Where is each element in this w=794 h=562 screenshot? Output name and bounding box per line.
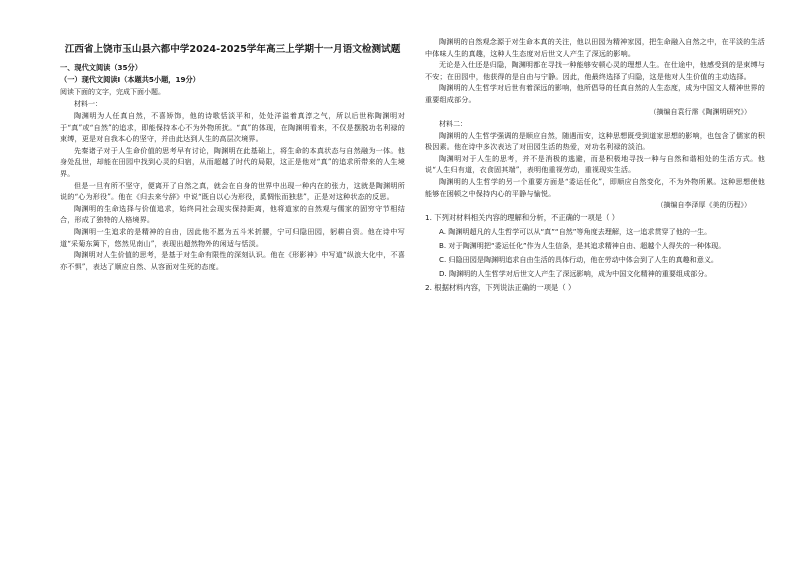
material-label: 材料一： — [74, 100, 102, 108]
paragraph: 但是一旦有所不坚守，便离开了自然之真，就会在自身的世界中出现一种内在的张力，这就是陶渊明所说的“心为形役”。他在《归去来兮辞》中说“既自以心为形役，奚惆怅而独悲”，正是对这种状态的反思。 — [60, 180, 405, 202]
paragraph: 陶渊明为人任真自然，不喜矫饰，他的诗歌恬淡平和，处处洋溢着真淳之气，所以后世称陶渊明对于“真”或“自然”的追求，即能保持本心不为外物所扰。“真”的体现，在陶渊明看来，不仅是摆脱功名利禄的束缚，更是对自我本心的坚守，并由此达到人生的高层次境界。 — [60, 111, 405, 144]
material-label: 材料二： — [439, 119, 467, 128]
left-column — [60, 30, 405, 272]
question-stem: 2. 根据材料内容，下列说法正确的一项是（ ） — [425, 283, 576, 293]
instruction-text: 阅读下面的文字，完成下面小题。 — [60, 88, 165, 96]
paragraph: 陶渊明的生命选择与价值追求，始终同社会现实保持距离，他将道家的自然观与儒家的固穷守节相结合，形成了独特的人格境界。 — [60, 203, 405, 225]
option-d[interactable]: D. 陶渊明的人生哲学对后世文人产生了深远影响，成为中国文化精神的重要组成部分。 — [439, 269, 712, 279]
paragraph: 陶渊明的人生哲学的另一个重要方面是“委运任化”，即顺应自然变化，不为外物所累。这种思想使他能够在困顿之中保持内心的平静与愉悦。 — [425, 176, 765, 198]
paragraph: 陶渊明一生追求的是精神的自由，因此他不愿为五斗米折腰，宁可归隐田园，躬耕自资。他在诗中写道“采菊东篱下，悠然见南山”，表现出超然物外的闲适与恬淡。 — [60, 226, 405, 248]
citation: （摘编自李泽厚《美的历程》） — [656, 201, 751, 210]
option-c[interactable]: C. 归隐田园是陶渊明追求自由生活的具体行动，他在劳动中体会到了人生的真趣和意义。 — [439, 255, 719, 265]
paragraph: 无论是入仕还是归隐，陶渊明都在寻找一种能够安顿心灵的理想人生。在仕途中，他感受到的是束缚与不安；在田园中，他获得的是自由与宁静。因此，他最终选择了归隐，这是他对人生价值的主动选择。 — [425, 60, 765, 81]
citation: （摘编自袁行霈《陶渊明研究》） — [649, 107, 751, 116]
option-a[interactable]: A. 陶渊明超凡的人生哲学可以从“真”“自然”等角度去理解，这一追求贯穿了他的一生。 — [439, 227, 712, 237]
section-heading: 一、现代文阅读（35分） — [60, 63, 142, 72]
page-title: 江西省上饶市玉山县六都中学2024-2025学年高三上学期十一月语文检测试题 — [64, 44, 401, 55]
paragraph: 先秦诸子对于人生命价值的思考早有讨论，陶渊明在此基础上，将生命的本真状态与自然融为一体。他身处乱世，却能在田园中找到心灵的归宿，从而超越了时代的局限，这正是他对“真”的追求所带来的人生境界。 — [60, 145, 405, 178]
subsection-heading: （一）现代文阅读Ⅰ（本题共5小题，19分） — [60, 75, 200, 84]
paragraph: 陶渊明的自然观念源于对生命本真的关注，他以田园为精神家园，把生命融入自然之中，在平淡的生活中体味人生的真趣，这种人生态度对后世文人产生了深远的影响。 — [425, 37, 765, 58]
paragraph: 陶渊明的人生哲学对后世有着深远的影响，他所倡导的任真自然的人生态度，成为中国文人精神世界的重要组成部分。 — [425, 83, 765, 104]
question-stem: 1. 下列对材料相关内容的理解和分析，不正确的一项是（ ） — [425, 213, 620, 223]
paragraph: 陶渊明对于人生的思考，并不是消极的逃避，而是积极地寻找一种与自然和谐相处的生活方式。他说“人生归有道，衣食固其端”，表明他重视劳动，重视现实生活。 — [425, 153, 765, 175]
right-column — [425, 36, 765, 295]
paragraph: 陶渊明对人生价值的思考，是基于对生命有限性的深刻认识。他在《形影神》中写道“纵浪大化中，不喜亦不惧”，表达了顺应自然、从容面对生死的态度。 — [60, 250, 405, 271]
paragraph: 陶渊明的人生哲学强调的是顺应自然，随遇而安，这种思想既受到道家思想的影响，也包含了儒家的积极因素。他在诗中多次表达了对田园生活的热爱，对功名利禄的淡泊。 — [425, 130, 765, 152]
option-b[interactable]: B. 对于陶渊明把“委运任化”作为人生信条，是其追求精神自由、超越个人得失的一种体现。 — [439, 241, 726, 251]
